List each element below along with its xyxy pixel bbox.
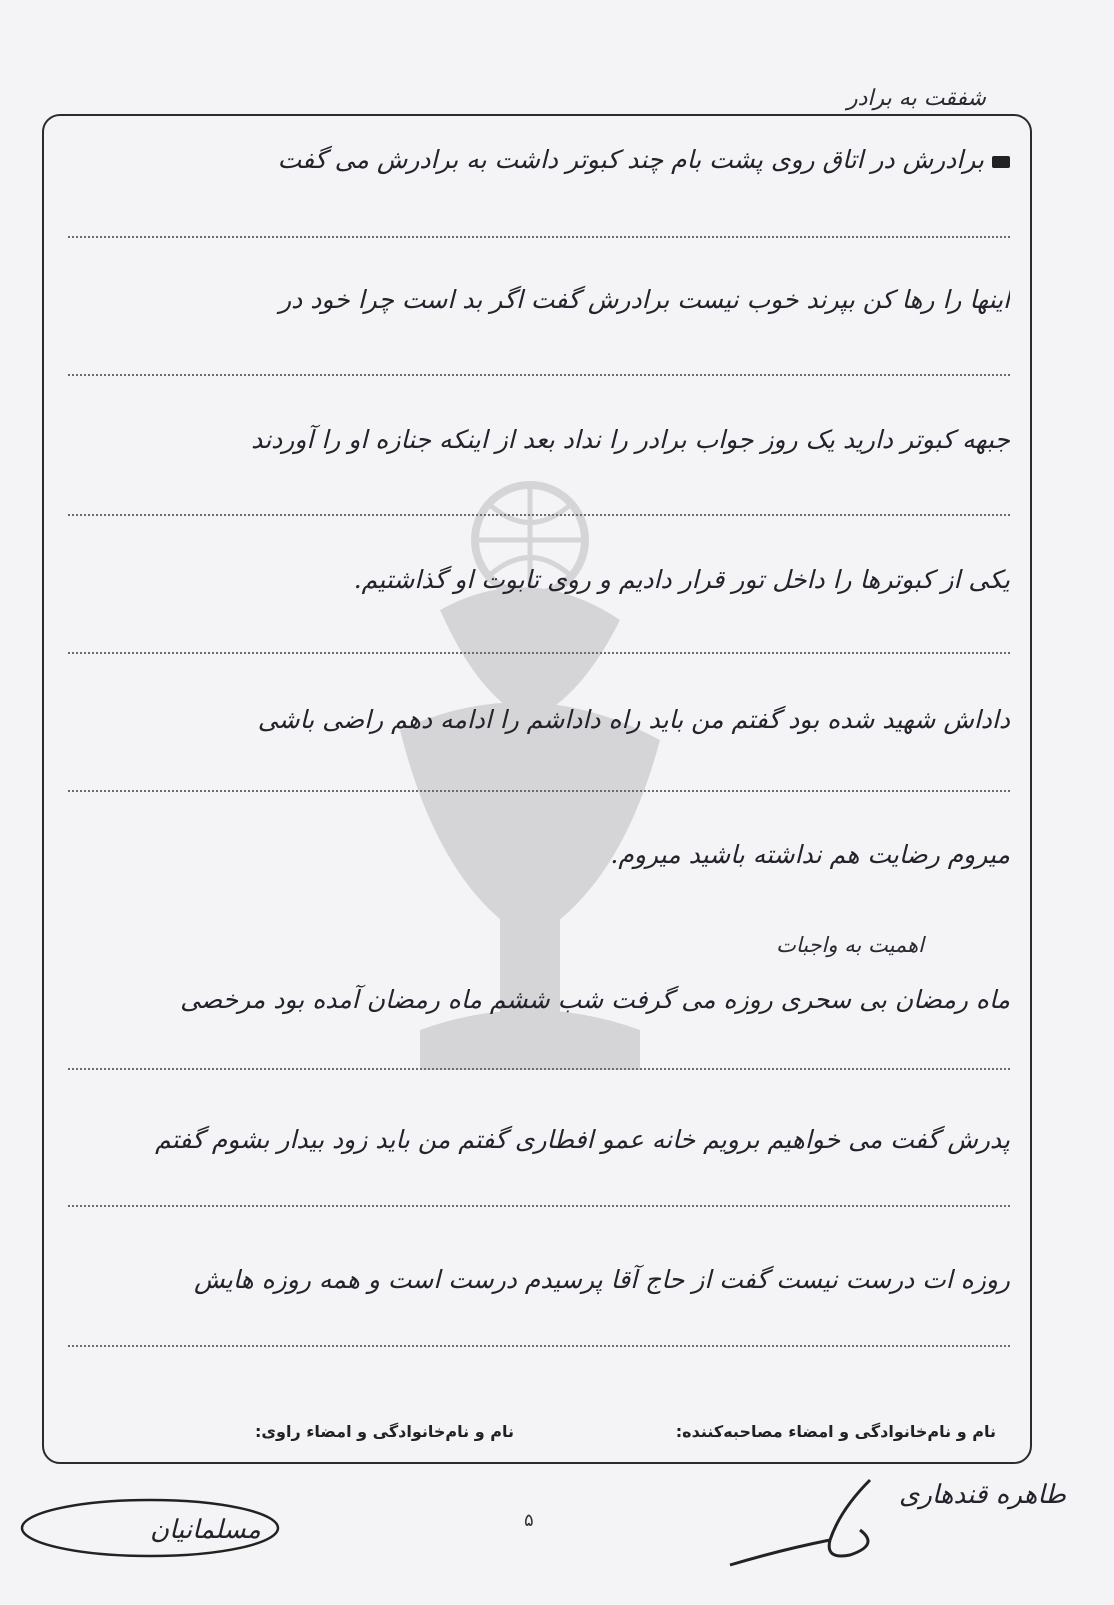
checkmark-icon [992,156,1010,168]
text-line-6: میروم رضایت هم نداشته باشید میروم. [610,840,1010,869]
interviewer-name: طاهره قندهاری [898,1480,1066,1510]
text-line-2: اینها را رها کن بپرند خوب نیست برادرش گفت اگر بد است چرا خود در [279,285,1010,314]
dotted-rule [68,790,1010,792]
narrator-signature [10,1490,290,1570]
interviewer-label: نام و نام‌خانوادگی و امضاء مصاحبه‌کننده: [675,1422,996,1441]
narrator-name: مسلمانیان [150,1515,261,1545]
interviewer-signature [720,1470,900,1570]
dotted-rule [68,374,1010,376]
text-line-7: ماه رمضان بی سحری روزه می گرفت شب ششم ماه رمضان آمده بود مرخصی [180,985,1010,1014]
dotted-rule [68,236,1010,238]
dotted-rule [68,1068,1010,1070]
dotted-rule [68,652,1010,654]
text-line-3: جبهه کبوتر دارید یک روز جواب برادر را نداد بعد از اینکه جنازه او را آوردند [251,425,1010,454]
dotted-rule [68,514,1010,516]
section-heading: اهمیت به واجبات [776,933,924,957]
text-line-5: داداش شهید شده بود گفتم من باید راه داداشم را ادامه دهم راضی باشی [257,705,1010,734]
text-line-4: یکی از کبوترها را داخل تور قرار دادیم و روی تابوت او گذاشتیم. [353,565,1010,594]
text-line-9: روزه ات درست نیست گفت از حاج آقا پرسیدم درست است و همه روزه هایش [194,1265,1010,1294]
dotted-rule [68,1345,1010,1347]
text-line-8: پدرش گفت می خواهیم برویم خانه عمو افطاری گفتم من باید زود بیدار بشوم گفتم [155,1125,1010,1154]
text-line-1-content: برادرش در اتاق روی پشت بام چند کبوتر داشت به برادرش می گفت [277,145,984,174]
header-note: شفقت به برادر [847,86,986,111]
dotted-rule [68,1205,1010,1207]
narrator-label: نام و نام‌خانوادگی و امضاء راوی: [254,1422,514,1441]
page-number: ۵ [524,1510,534,1531]
text-line-1 [68,130,1010,190]
